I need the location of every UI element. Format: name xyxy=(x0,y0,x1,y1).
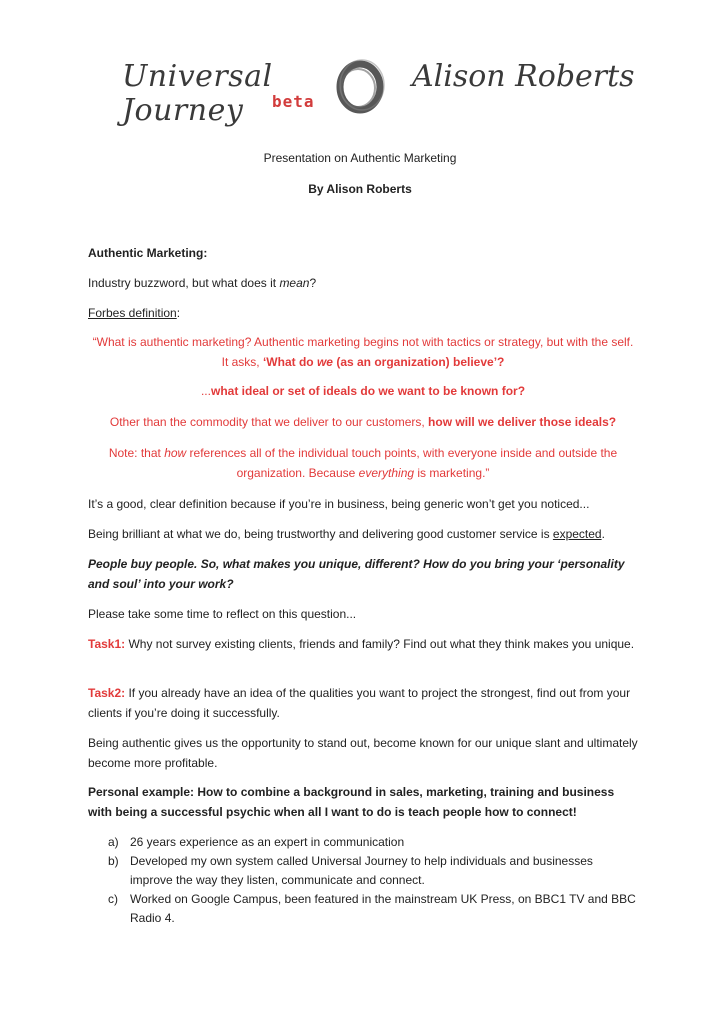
task-2: Task2: If you already have an idea of the qualities you want to project the strongest, find out from your clients if you’re doing it successfully. xyxy=(88,686,631,720)
task-1: Task1: Why not survey existing clients, friends and family? Find out what they think makes you unique. xyxy=(88,637,635,651)
intro-paragraph: Industry buzzword, but what does it mean? xyxy=(88,276,317,290)
paragraph-authentic: Being authentic gives us the opportunity to stand out, become known for our unique slant and ultimately become more profitable. xyxy=(88,736,638,770)
list-item: b) Developed my own system called Universal Journey to help individuals and businesses improve the way they listen, communicate and connect. xyxy=(108,854,593,887)
section-heading: Authentic Marketing: xyxy=(88,246,208,260)
page-title: Presentation on Authentic Marketing xyxy=(263,151,457,165)
ring-logo-icon xyxy=(334,58,386,116)
brand-beta-tag: beta xyxy=(272,92,315,111)
forbes-quote: “What is authentic marketing? Authentic marketing begins not with tactics or strategy, but with the self. It asks, ‘What do we (as an organization) believe’? xyxy=(92,335,634,369)
paragraph-expected: Being brilliant at what we do, being trustworthy and delivering good customer service is expected. xyxy=(88,527,605,541)
paragraph-generic: It’s a good, clear definition because if you’re in business, being generic won’t get you noticed... xyxy=(88,497,590,511)
experience-list xyxy=(88,833,638,928)
brand-name: Universal Journey xyxy=(122,59,273,128)
author-signature: Alison Roberts xyxy=(412,59,635,94)
brand-logo xyxy=(122,60,322,128)
quote-ideals: ...what ideal or set of ideals do we want to be known for? xyxy=(200,384,526,398)
list-item: c) Worked on Google Campus, been featured in the mainstream UK Press, on BBC1 TV and BBC Radio 4. xyxy=(108,892,636,925)
list-item: a) 26 years experience as an expert in communication xyxy=(108,835,405,849)
quote-note: Note: that how references all of the individual touch points, with everyone inside and outside the organization. Because everything is marketing.” xyxy=(108,446,618,480)
paragraph-reflect: Please take some time to reflect on this question... xyxy=(88,607,357,621)
byline: By Alison Roberts xyxy=(308,182,412,196)
paragraph-people-buy-people: People buy people. So, what makes you unique, different? How do you bring your ‘personality and soul’ into your work? xyxy=(88,557,625,591)
quote-commodity: Other than the commodity that we deliver to our customers, how will we deliver those ideals? xyxy=(109,415,617,429)
personal-example: Personal example: How to combine a background in sales, marketing, training and business with being a successful psychic when all I want to do is teach people how to connect! xyxy=(88,785,615,819)
forbes-label: Forbes definition: xyxy=(88,306,181,320)
